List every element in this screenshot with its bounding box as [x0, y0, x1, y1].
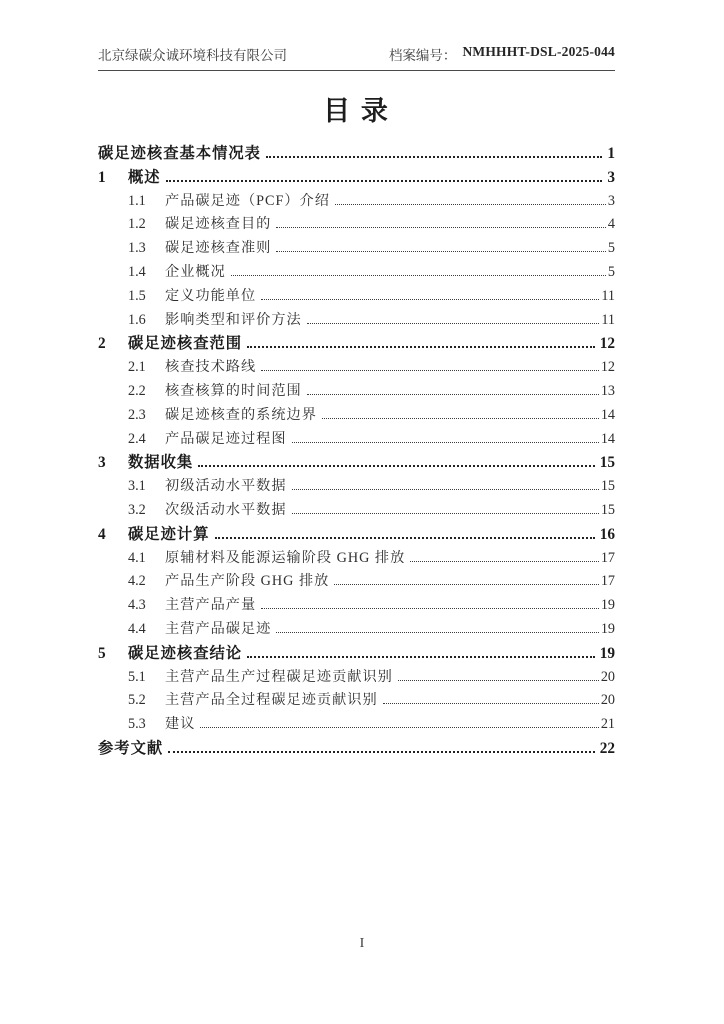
toc-entry-label: 概述: [128, 168, 161, 186]
toc-entry-label: 主营产品全过程碳足迹贡献识别: [165, 692, 378, 709]
page-title: 目 录: [323, 96, 390, 126]
toc-entry-number: 2.4: [128, 430, 146, 447]
dot-leader: [261, 299, 599, 300]
dot-leader: [334, 584, 598, 585]
toc-entry-number: 1.3: [128, 240, 146, 257]
toc-entry-page: 11: [601, 287, 615, 304]
dot-leader: [383, 703, 599, 704]
toc-entry[interactable]: [98, 428, 615, 452]
dot-leader: [231, 275, 606, 276]
toc-entry-label: 碳足迹计算: [128, 525, 210, 543]
archive-number: [389, 44, 615, 64]
toc-entry[interactable]: [98, 570, 615, 594]
dot-leader: [266, 156, 602, 158]
toc-entry-number: 3.1: [128, 478, 146, 495]
toc-entry[interactable]: [98, 213, 615, 237]
dot-leader: [276, 227, 606, 228]
toc-entry[interactable]: [98, 332, 615, 356]
toc-entry-page: 12: [600, 359, 615, 376]
toc-entry-label: 主营产品生产过程碳足迹贡献识别: [165, 668, 393, 685]
dot-leader: [276, 251, 606, 252]
toc-entry-label: 影响类型和评价方法: [165, 311, 302, 328]
toc-entry[interactable]: [98, 547, 615, 571]
dot-leader: [168, 751, 595, 753]
toc-entry-number: 2.1: [128, 359, 146, 376]
toc-entry-number: 1.1: [128, 192, 146, 209]
toc-entry-page: 19: [600, 597, 615, 614]
toc-entry-label: 建议: [165, 716, 196, 733]
toc-entry-label: 碳足迹核查准则: [165, 240, 272, 257]
toc-entry-label: 企业概况: [165, 263, 226, 280]
dot-leader: [198, 465, 595, 467]
toc-entry-label: 产品碳足迹过程图: [165, 430, 287, 447]
toc-entry[interactable]: [98, 689, 615, 713]
toc-entry[interactable]: [98, 380, 615, 404]
toc-entry-number: 5.2: [128, 692, 146, 709]
toc-entry[interactable]: [98, 261, 615, 285]
dot-leader: [247, 656, 595, 658]
toc-entry-number: 3.2: [128, 501, 146, 518]
toc-entry-number: 4.1: [128, 549, 146, 566]
toc-entry-number: 2.2: [128, 382, 146, 399]
toc-entry-label: 产品碳足迹（PCF）介绍: [165, 192, 330, 209]
dot-leader: [261, 608, 599, 609]
dot-leader: [276, 632, 598, 633]
dot-leader: [398, 680, 599, 681]
toc-entry-page: 5: [607, 263, 615, 280]
dot-leader: [335, 204, 606, 205]
toc-entry-number: 1.6: [128, 311, 146, 328]
toc-entry[interactable]: [98, 285, 615, 309]
dot-leader: [166, 180, 603, 182]
toc-entry-page: 3: [607, 168, 615, 186]
toc-entry-label: 碳足迹核查结论: [128, 644, 243, 662]
toc-entry-label: 数据收集: [128, 454, 194, 472]
toc-entry-page: 3: [607, 192, 615, 209]
toc-entry[interactable]: [98, 713, 615, 737]
toc-entry-page: 22: [599, 739, 615, 757]
toc-entry[interactable]: [98, 404, 615, 428]
toc-entry-page: 14: [600, 430, 615, 447]
toc-entry-number: 5.3: [128, 716, 146, 733]
toc-entry-label: 参考文献: [98, 739, 164, 757]
toc-entry-number: 3: [98, 454, 106, 472]
toc-entry[interactable]: [98, 642, 615, 666]
toc-entry-number: 2.3: [128, 406, 146, 423]
dot-leader: [261, 370, 599, 371]
toc-entry-number: 4.2: [128, 573, 146, 590]
toc-entry[interactable]: [98, 309, 615, 333]
dot-leader: [307, 394, 599, 395]
toc-entry-page: 16: [599, 525, 615, 543]
toc-entry-page: 20: [600, 668, 615, 685]
dot-leader: [247, 346, 595, 348]
toc-entry[interactable]: [98, 523, 615, 547]
dot-leader: [292, 489, 599, 490]
toc-entry-label: 碳足迹核查范围: [128, 335, 243, 353]
toc-entry-number: 1.4: [128, 263, 146, 280]
toc-list: [98, 142, 615, 761]
toc-entry[interactable]: [98, 166, 615, 190]
toc-entry-number: 2: [98, 335, 106, 353]
toc-entry-number: 4.4: [128, 620, 146, 637]
dot-leader: [215, 537, 595, 539]
toc-entry-label: 次级活动水平数据: [165, 501, 287, 518]
dot-leader: [292, 513, 599, 514]
toc-entry[interactable]: [98, 499, 615, 523]
toc-entry-page: 13: [600, 382, 615, 399]
toc-entry-label: 产品生产阶段 GHG 排放: [165, 573, 330, 590]
toc-entry-label: 碳足迹核查基本情况表: [98, 145, 261, 162]
toc-entry[interactable]: [98, 142, 615, 166]
toc-entry-label: 主营产品碳足迹: [165, 620, 272, 637]
toc-entry-number: 4: [98, 525, 106, 543]
toc-entry[interactable]: [98, 594, 615, 618]
toc-entry-page: 21: [600, 716, 615, 733]
footer-page-number: I: [359, 936, 365, 951]
toc-entry-page: 15: [600, 501, 615, 518]
dot-leader: [292, 442, 599, 443]
toc-entry-number: 4.3: [128, 597, 146, 614]
toc-entry-label: 碳足迹核查的系统边界: [165, 406, 317, 423]
toc-entry-number: 1.5: [128, 287, 146, 304]
toc-entry-page: 15: [600, 478, 615, 495]
toc-entry[interactable]: [98, 618, 615, 642]
toc-entry-page: 4: [607, 216, 615, 233]
toc-entry[interactable]: [98, 475, 615, 499]
toc-entry[interactable]: [98, 666, 615, 690]
toc-entry-page: 5: [607, 240, 615, 257]
toc-entry-label: 碳足迹核查目的: [165, 216, 272, 233]
company-name: 北京绿碳众诚环境科技有限公司: [98, 48, 287, 63]
toc-entry-number: 1.2: [128, 216, 146, 233]
toc-entry-number: 1: [98, 168, 106, 186]
toc-entry-page: 14: [600, 406, 615, 423]
toc-entry-label: 核查技术路线: [165, 359, 257, 376]
toc-entry[interactable]: [98, 451, 615, 475]
toc-entry[interactable]: [98, 737, 615, 761]
toc-entry-label: 初级活动水平数据: [165, 478, 287, 495]
page-header: [98, 44, 615, 71]
toc-entry-page: 15: [599, 454, 615, 472]
toc-entry-page: 17: [600, 573, 615, 590]
toc-entry-number: 5.1: [128, 668, 146, 685]
toc-entry-page: 12: [599, 335, 615, 353]
toc-entry[interactable]: [98, 190, 615, 214]
archive-number-value: NMHHHT-DSL-2025-044: [462, 44, 615, 59]
toc-entry-label: 核查核算的时间范围: [165, 382, 302, 399]
toc-entry-page: 17: [600, 549, 615, 566]
toc-entry-page: 19: [599, 644, 615, 662]
dot-leader: [322, 418, 599, 419]
archive-number-label: 档案编号：: [388, 48, 457, 63]
toc-entry-page: 19: [600, 620, 615, 637]
toc-entry-label: 原辅材料及能源运输阶段 GHG 排放: [165, 549, 406, 566]
toc-entry-page: 20: [600, 692, 615, 709]
dot-leader: [200, 727, 598, 728]
toc-entry-label: 主营产品产量: [165, 597, 257, 614]
toc-entry-page: 11: [601, 311, 615, 328]
toc-entry-page: 1: [607, 145, 615, 162]
toc-entry-number: 5: [98, 644, 106, 662]
toc-entry[interactable]: [98, 356, 615, 380]
toc-entry[interactable]: [98, 237, 615, 261]
dot-leader: [410, 561, 599, 562]
toc-entry-label: 定义功能单位: [165, 287, 257, 304]
dot-leader: [307, 323, 600, 324]
